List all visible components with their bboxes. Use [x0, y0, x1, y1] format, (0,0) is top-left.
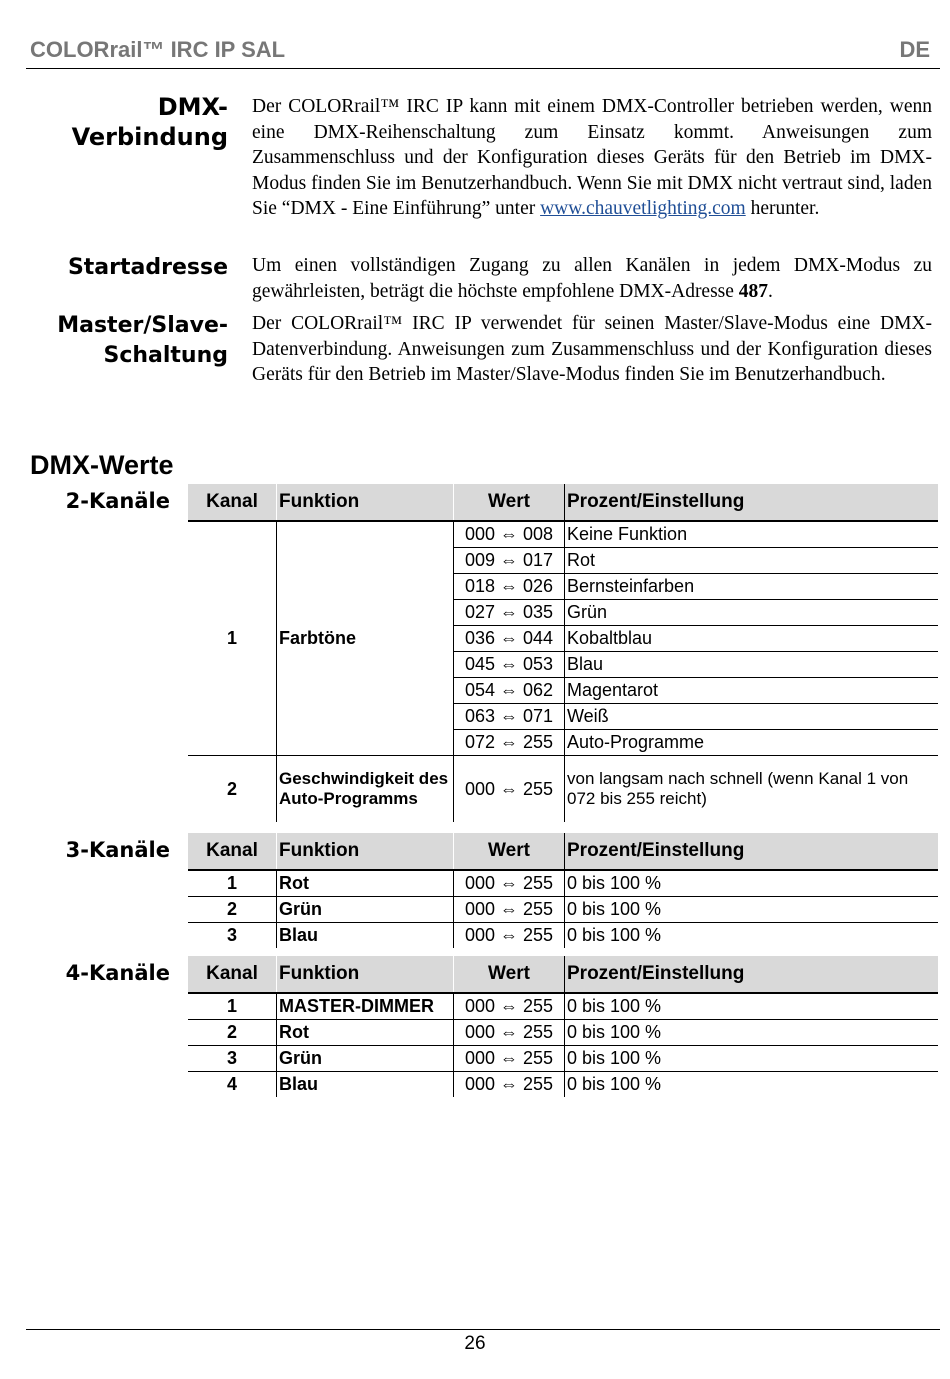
paragraph-text-end: . — [768, 280, 773, 302]
cell-prozent: Magentarot — [565, 678, 939, 704]
heading-line-2: Verbindung — [71, 123, 228, 151]
cell-wert: 018 ⇔ 026 — [454, 574, 565, 600]
section-heading — [30, 92, 228, 152]
table-label-4ch: 4-Kanäle — [65, 961, 170, 985]
section-text — [252, 253, 932, 304]
cell-wert: 045 ⇔ 053 — [454, 652, 565, 678]
header-wert: Wert — [454, 484, 565, 521]
header-wert: Wert — [454, 833, 565, 870]
header-prozent: Prozent/Einstellung — [565, 956, 939, 993]
header-funktion: Funktion — [277, 484, 454, 521]
table-label-3ch: 3-Kanäle — [65, 838, 170, 862]
cell-wert: 027 ⇔ 035 — [454, 600, 565, 626]
paragraph-text: Um einen vollständigen Zugang zu allen Kanälen in jedem DMX-Modus zu gewährleisten, beträgt die höchste empfohlene DMX-Adresse — [252, 255, 932, 302]
cell-kanal: 1 — [188, 870, 277, 897]
section-text — [252, 94, 932, 222]
table-row — [188, 521, 938, 548]
cell-funktion: Rot — [277, 870, 454, 897]
cell-prozent: 0 bis 100 % — [565, 923, 939, 949]
cell-prozent: Blau — [565, 652, 939, 678]
cell-wert: 000 ⇔ 008 — [454, 521, 565, 548]
table-row — [188, 1046, 938, 1072]
cell-prozent: 0 bis 100 % — [565, 993, 939, 1020]
dmx-table-4ch — [188, 956, 938, 1097]
cell-wert: 000 ⇔ 255 — [454, 897, 565, 923]
cell-wert: 000 ⇔ 255 — [454, 1046, 565, 1072]
cell-kanal: 3 — [188, 1046, 277, 1072]
paragraph-text: Der COLORrail™ IRC IP kann mit einem DMX-Controller betrieben werden, wenn eine DMX-Reihenschaltung zum Einsatz kommt. Anweisungen zum Zusammenschluss und der Konfiguration dieses Geräts für den Betrieb im DMX-Modus finden Sie im Benutzerhandbuch. Wenn Sie mit DMX nicht vertraut sind, laden Sie “DMX - Eine Einführung” unter — [252, 96, 932, 219]
cell-kanal: 4 — [226, 1074, 237, 1094]
table-row — [188, 1020, 938, 1046]
cell-kanal: 2 — [226, 778, 237, 799]
cell-prozent: Grün — [565, 600, 939, 626]
cell-prozent: Weiß — [565, 704, 939, 730]
cell-funktion: Geschwindigkeit des Auto-Programms — [277, 756, 454, 823]
paragraph-text-end: herunter. — [745, 198, 820, 219]
cell-wert: 000 ⇔ 255 — [454, 1020, 565, 1046]
cell-funktion: MASTER-DIMMER — [277, 993, 454, 1020]
table-row — [188, 1072, 938, 1098]
header-funktion: Funktion — [277, 833, 454, 870]
language-code: DE — [899, 37, 930, 62]
cell-wert: 063 ⇔ 071 — [454, 704, 565, 730]
cell-funktion: Blau — [277, 1072, 454, 1098]
cell-prozent: Auto-Programme — [565, 730, 939, 756]
header-funktion: Funktion — [277, 956, 454, 993]
footer-rule — [26, 1329, 940, 1330]
document-title: COLORrail™ IRC IP SAL — [30, 37, 286, 62]
header-kanal: Kanal — [188, 484, 277, 521]
table-header-row — [188, 956, 938, 993]
cell-kanal: 2 — [188, 897, 277, 923]
cell-wert: 000 ⇔ 255 — [454, 923, 565, 949]
table-row — [188, 993, 938, 1020]
heading-line-1: DMX- — [157, 93, 228, 121]
cell-wert: 054 ⇔ 062 — [454, 678, 565, 704]
cell-funktion: Rot — [277, 1020, 454, 1046]
page-header — [26, 35, 940, 69]
section-heading — [30, 311, 228, 371]
table-row — [188, 897, 938, 923]
header-kanal: Kanal — [188, 956, 277, 993]
cell-wert: 000 ⇔ 255 — [454, 756, 565, 823]
cell-prozent: Rot — [565, 548, 939, 574]
cell-kanal: 1 — [188, 993, 277, 1020]
cell-funktion: Grün — [277, 1046, 454, 1072]
dmx-values-title: DMX-Werte — [30, 450, 174, 480]
cell-prozent: 0 bis 100 % — [565, 897, 939, 923]
cell-prozent: Bernsteinfarben — [565, 574, 939, 600]
cell-prozent: 0 bis 100 % — [565, 1072, 939, 1098]
heading-line-1: Master/Slave- — [57, 313, 228, 338]
table-header-row — [188, 833, 938, 870]
max-address: 487 — [738, 280, 769, 302]
chauvet-link[interactable]: www.chauvetlighting.com — [540, 198, 746, 219]
cell-wert: 000 ⇔ 255 — [454, 1072, 565, 1098]
dmx-table-2ch — [188, 484, 938, 822]
cell-prozent: 0 bis 100 % — [565, 1046, 939, 1072]
cell-prozent: Kobaltblau — [565, 626, 939, 652]
table-row — [188, 923, 938, 949]
header-prozent: Prozent/Einstellung — [565, 833, 939, 870]
table-row — [188, 870, 938, 897]
cell-prozent: 0 bis 100 % — [565, 1020, 939, 1046]
cell-funktion: Farbtöne — [277, 521, 454, 756]
cell-wert: 072 ⇔ 255 — [454, 730, 565, 756]
page-number: 26 — [464, 1333, 486, 1354]
header-wert: Wert — [454, 956, 565, 993]
header-kanal: Kanal — [188, 833, 277, 870]
cell-wert: 000 ⇔ 255 — [454, 993, 565, 1020]
table-row — [188, 756, 938, 823]
cell-wert: 036 ⇔ 044 — [454, 626, 565, 652]
cell-funktion: Grün — [277, 897, 454, 923]
cell-prozent: 0 bis 100 % — [565, 870, 939, 897]
header-prozent: Prozent/Einstellung — [565, 484, 939, 521]
cell-prozent: Keine Funktion — [565, 521, 939, 548]
cell-kanal: 3 — [226, 925, 237, 945]
table-header-row — [188, 484, 938, 521]
cell-wert: 000 ⇔ 255 — [454, 870, 565, 897]
dmx-table-3ch — [188, 833, 938, 948]
table-label-2ch: 2-Kanäle — [65, 489, 170, 513]
cell-kanal: 1 — [188, 521, 277, 756]
cell-kanal: 2 — [188, 1020, 277, 1046]
heading-line-2: Schaltung — [103, 343, 228, 368]
cell-funktion: Blau — [277, 923, 454, 949]
section-text: Der COLORrail™ IRC IP verwendet für seinen Master/Slave-Modus eine DMX-Datenverbindung. Anweisungen zum Zusammenschluss und der Konfiguration dieses Geräts für den Betrieb im Master/Slave-Modus finden Sie im Benutzerhandbuch. — [252, 313, 932, 385]
cell-wert: 009 ⇔ 017 — [454, 548, 565, 574]
cell-prozent: von langsam nach schnell (wenn Kanal 1 von 072 bis 255 reicht) — [565, 756, 939, 823]
section-heading: Startadresse — [67, 255, 228, 280]
